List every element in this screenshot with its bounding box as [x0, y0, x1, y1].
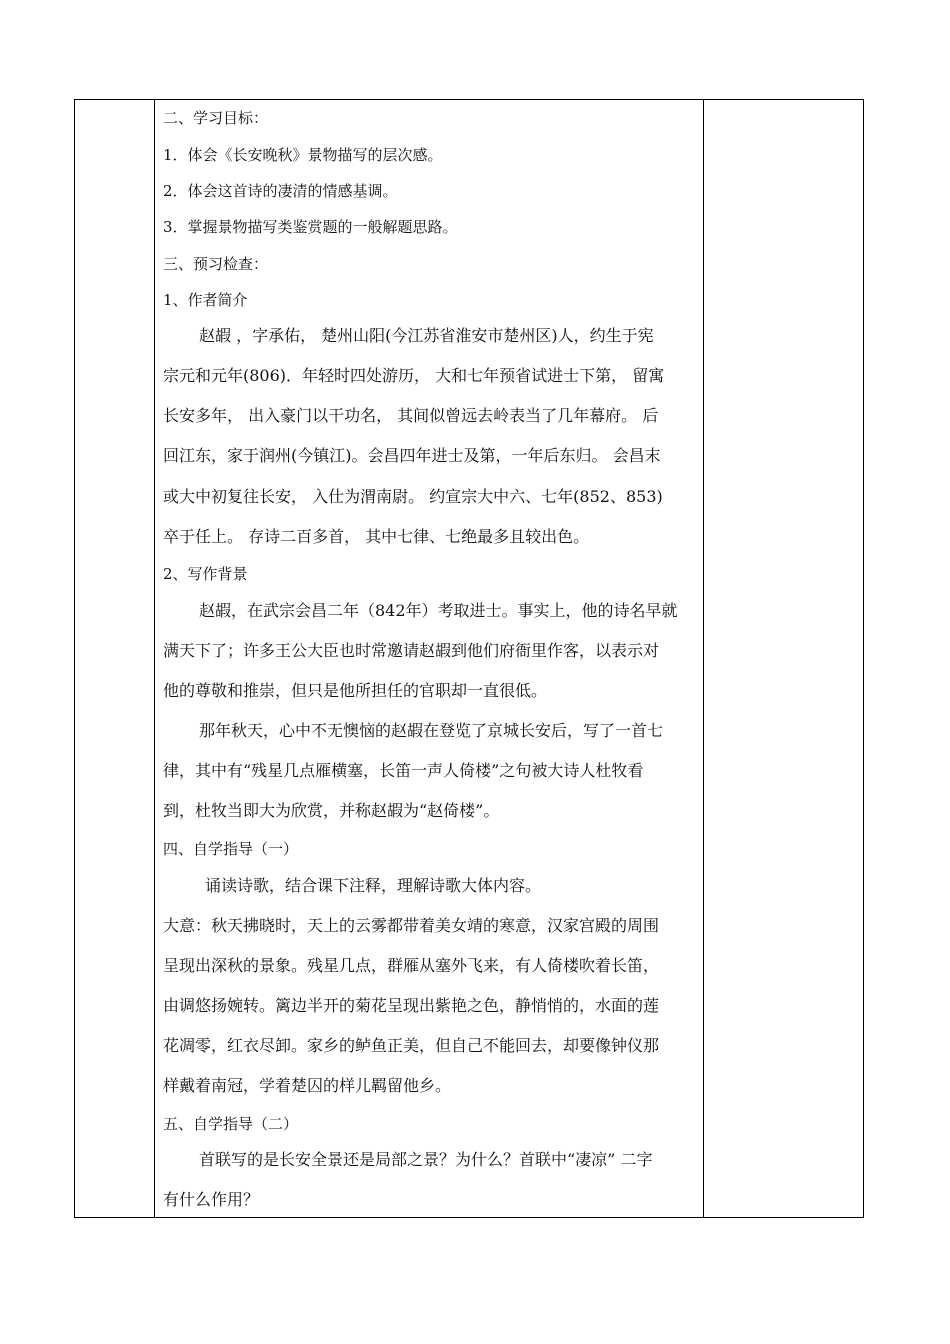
background-text-line: 到，杜牧当即大为欣赏，并称赵嘏为“赵倚楼”。: [163, 801, 500, 820]
author-text-line: 回江东，家于润州(今镇江)。会昌四年进士及第，一年后东归。 会昌末: [163, 446, 661, 465]
meaning-text-line: 大意：秋天拂晓时，天上的云雾都带着美女靖的寒意，汉家宫殿的周围: [163, 916, 660, 935]
author-text-line: 卒于任上。 存诗二百多首， 其中七律、七绝最多且较出色。: [163, 527, 590, 546]
goal-1: 1．体会《长安晚秋》景物描写的层次感。: [163, 146, 443, 164]
background-text-line: 满天下了；许多王公大臣也时常邀请赵嘏到他们府衙里作客，以表示对: [163, 641, 660, 660]
author-text-line: 长安多年， 出入豪门以干功名， 其间似曾远去岭表当了几年幕府。 后: [163, 406, 659, 425]
meaning-text-line: 花凋零，红衣尽卸。家乡的鲈鱼正美，但自己不能回去，却要像钟仪那: [163, 1036, 660, 1055]
author-text-line: 赵嘏 ，字承佑， 楚州山阳(今江苏省淮安市楚州区)人，约生于宪: [199, 326, 654, 345]
background-text-line: 他的尊敬和推崇，但只是他所担任的官职却一直很低。: [163, 681, 548, 700]
heading-self-study-1: 四、自学指导（一）: [163, 840, 299, 858]
subheading-author: 1、作者简介: [163, 291, 248, 309]
study-instruction: 诵读诗歌，结合课下注释，理解诗歌大体内容。: [205, 876, 542, 895]
question-text-line: 首联写的是长安全景还是局部之景？为什么？首联中“凄凉” 二字: [199, 1150, 653, 1169]
column-divider-right: [703, 100, 704, 1217]
lesson-table: [74, 99, 864, 1218]
author-text-line: 或大中初复往长安， 入仕为渭南尉。 约宣宗大中六、七年(852、853): [163, 487, 663, 506]
meaning-text-line: 样戴着南冠，学着楚囚的样儿羁留他乡。: [163, 1076, 452, 1095]
goal-3: 3．掌握景物描写类鉴赏题的一般解题思路。: [163, 218, 458, 236]
background-text-line: 律，其中有“残星几点雁横塞，长笛一声人倚楼”之句被大诗人杜牧看: [163, 761, 644, 780]
subheading-background: 2、写作背景: [163, 565, 248, 583]
goal-2: 2．体会这首诗的凄清的情感基调。: [163, 182, 398, 200]
meaning-text-line: 由调悠扬婉转。篱边半开的菊花呈现出紫艳之色，静悄悄的，水面的莲: [163, 996, 660, 1015]
background-text-line: 赵嘏，在武宗会昌二年（842年）考取进士。事实上，他的诗名早就: [199, 601, 678, 620]
column-divider-left: [154, 100, 155, 1217]
background-text-line: 那年秋天，心中不无懊恼的赵嘏在登览了京城长安后，写了一首七: [199, 721, 664, 740]
heading-learning-goals: 二、学习目标：: [163, 109, 269, 127]
heading-preview-check: 三、预习检查：: [163, 255, 269, 273]
question-text-line: 有什么作用？: [163, 1190, 260, 1209]
meaning-text-line: 呈现出深秋的景象。残星几点，群雁从塞外飞来，有人倚楼吹着长笛，: [163, 956, 660, 975]
heading-self-study-2: 五、自学指导（二）: [163, 1115, 299, 1133]
author-text-line: 宗元和元年(806)．年轻时四处游历， 大和七年预省试进士下第， 留寓: [163, 366, 665, 385]
